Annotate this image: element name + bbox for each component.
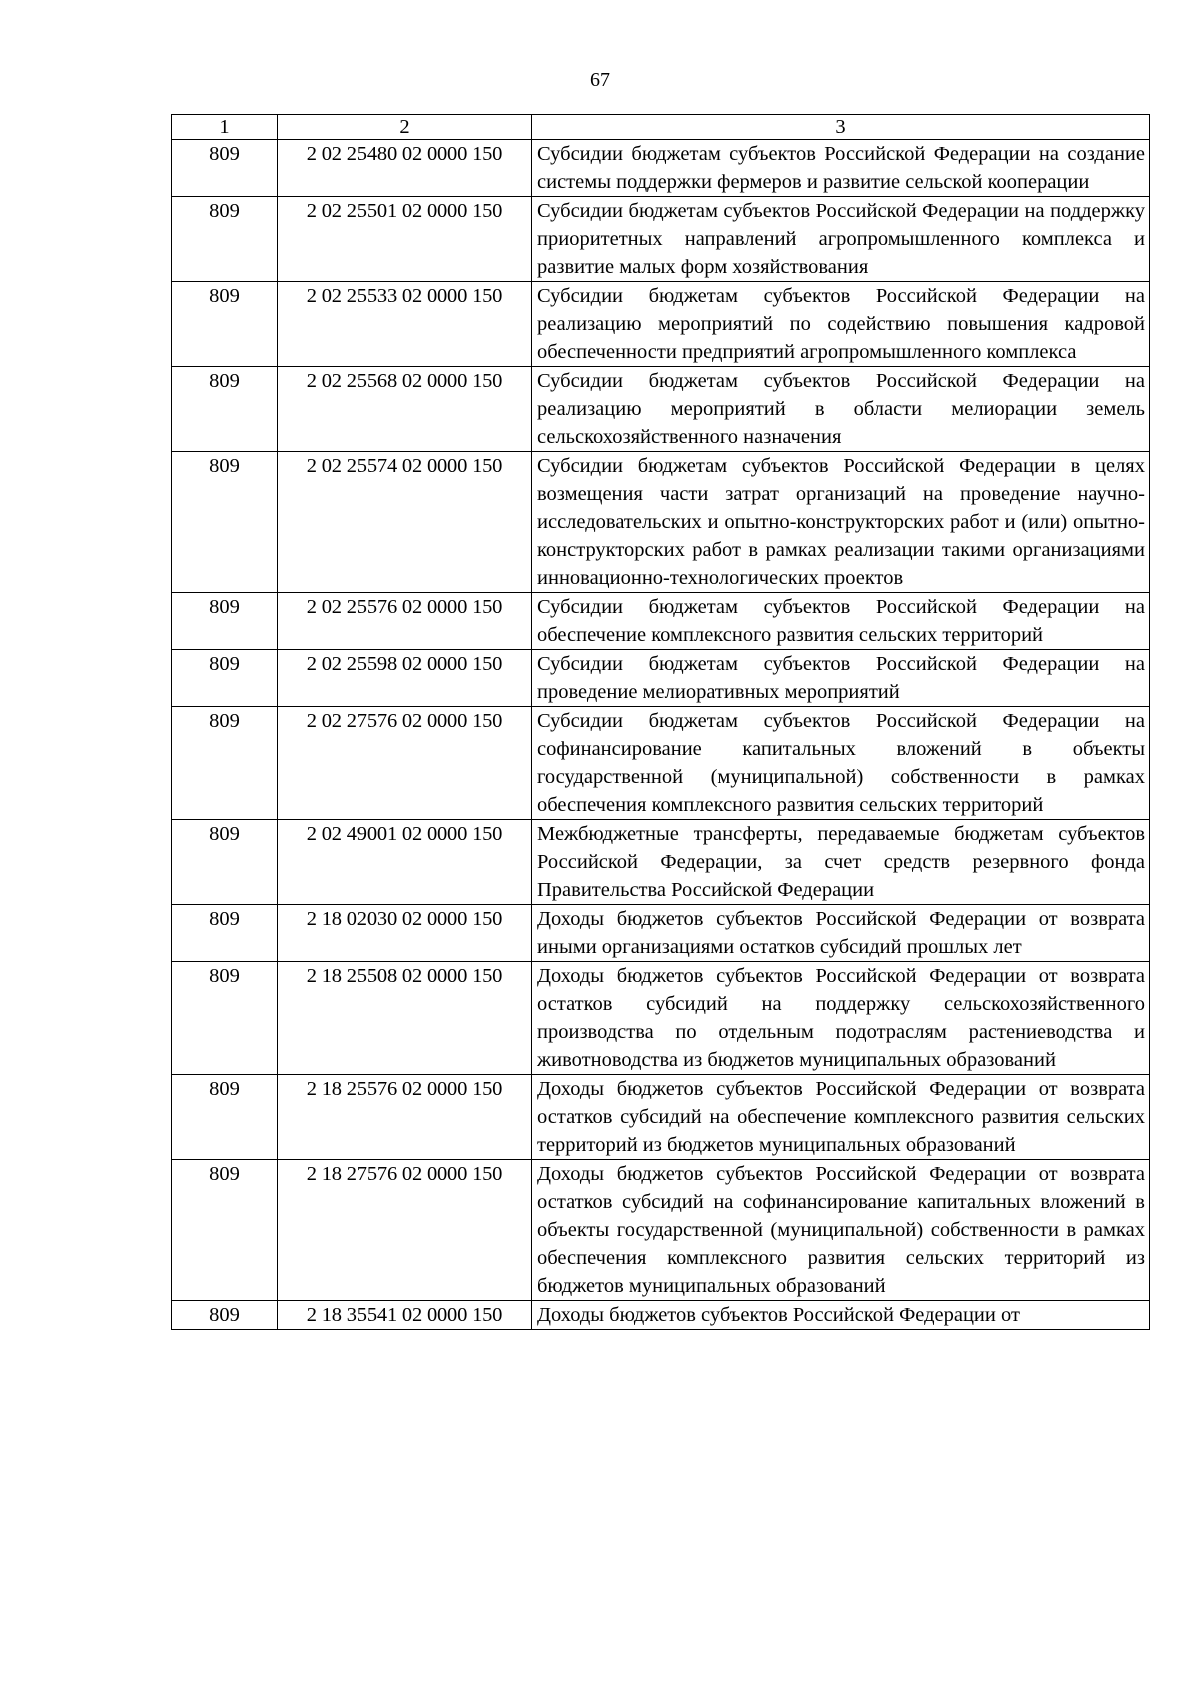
revenue-code-cell: 2 02 25533 02 0000 150 bbox=[278, 282, 532, 367]
revenue-name-cell: Доходы бюджетов субъектов Российской Федерации от возврата остатков субсидий на поддержку сельскохозяйственного производства по отдельным подотраслям растениеводства и животноводства из бюджетов муниципальных образований bbox=[532, 962, 1150, 1075]
revenue-code-cell: 2 02 27576 02 0000 150 bbox=[278, 707, 532, 820]
revenue-code-cell: 2 02 25568 02 0000 150 bbox=[278, 367, 532, 452]
revenue-name-cell: Субсидии бюджетам субъектов Российской Федерации на обеспечение комплексного развития сельских территорий bbox=[532, 593, 1150, 650]
admin-code-cell: 809 bbox=[172, 1160, 278, 1301]
revenue-code-cell: 2 18 25508 02 0000 150 bbox=[278, 962, 532, 1075]
revenue-code-cell: 2 02 25576 02 0000 150 bbox=[278, 593, 532, 650]
header-cell-2: 2 bbox=[278, 115, 532, 140]
revenue-codes-table bbox=[171, 114, 1150, 1330]
table-row bbox=[172, 820, 1150, 905]
revenue-name-cell: Субсидии бюджетам субъектов Российской Федерации на создание системы поддержки фермеров и развитие сельской кооперации bbox=[532, 140, 1150, 197]
table-row bbox=[172, 197, 1150, 282]
revenue-name-cell: Субсидии бюджетам субъектов Российской Федерации на реализацию мероприятий по содействию повышения кадровой обеспеченности предприятий агропромышленного комплекса bbox=[532, 282, 1150, 367]
admin-code-cell: 809 bbox=[172, 707, 278, 820]
revenue-name-cell: Доходы бюджетов субъектов Российской Федерации от возврата остатков субсидий на софинансирование капитальных вложений в объекты государственной (муниципальной) собственности в рамках обеспечения комплексного развития сельских территорий из бюджетов муниципальных образований bbox=[532, 1160, 1150, 1301]
revenue-code-cell: 2 18 35541 02 0000 150 bbox=[278, 1301, 532, 1330]
revenue-name-cell: Субсидии бюджетам субъектов Российской Федерации на софинансирование капитальных вложений в объекты государственной (муниципальной) собственности в рамках обеспечения комплексного развития сельских территорий bbox=[532, 707, 1150, 820]
revenue-name-cell: Субсидии бюджетам субъектов Российской Федерации на реализацию мероприятий в области мелиорации земель сельскохозяйственного назначения bbox=[532, 367, 1150, 452]
admin-code-cell: 809 bbox=[172, 820, 278, 905]
admin-code-cell: 809 bbox=[172, 197, 278, 282]
admin-code-cell: 809 bbox=[172, 140, 278, 197]
admin-code-cell: 809 bbox=[172, 1301, 278, 1330]
revenue-name-cell: Доходы бюджетов субъектов Российской Федерации от возврата остатков субсидий на обеспечение комплексного развития сельских территорий из бюджетов муниципальных образований bbox=[532, 1075, 1150, 1160]
revenue-code-cell: 2 02 25480 02 0000 150 bbox=[278, 140, 532, 197]
table-header-row bbox=[172, 115, 1150, 140]
revenue-name-cell: Межбюджетные трансферты, передаваемые бюджетам субъектов Российской Федерации, за счет средств резервного фонда Правительства Российской Федерации bbox=[532, 820, 1150, 905]
revenue-name-cell: Доходы бюджетов субъектов Российской Федерации от возврата иными организациями остатков субсидий прошлых лет bbox=[532, 905, 1150, 962]
admin-code-cell: 809 bbox=[172, 282, 278, 367]
table-row bbox=[172, 1160, 1150, 1301]
page-number: 67 bbox=[590, 69, 610, 91]
table-row bbox=[172, 593, 1150, 650]
table-row bbox=[172, 905, 1150, 962]
revenue-code-cell: 2 02 25501 02 0000 150 bbox=[278, 197, 532, 282]
revenue-code-cell: 2 02 25598 02 0000 150 bbox=[278, 650, 532, 707]
revenue-code-cell: 2 18 02030 02 0000 150 bbox=[278, 905, 532, 962]
table-row bbox=[172, 140, 1150, 197]
revenue-code-cell: 2 18 27576 02 0000 150 bbox=[278, 1160, 532, 1301]
header-cell-3: 3 bbox=[532, 115, 1150, 140]
table-row bbox=[172, 452, 1150, 593]
header-cell-1: 1 bbox=[172, 115, 278, 140]
admin-code-cell: 809 bbox=[172, 367, 278, 452]
table-row bbox=[172, 1075, 1150, 1160]
admin-code-cell: 809 bbox=[172, 905, 278, 962]
table-row bbox=[172, 707, 1150, 820]
revenue-code-cell: 2 18 25576 02 0000 150 bbox=[278, 1075, 532, 1160]
admin-code-cell: 809 bbox=[172, 650, 278, 707]
revenue-name-cell: Субсидии бюджетам субъектов Российской Федерации в целях возмещения части затрат организаций на проведение научно-исследовательских и опытно-конструкторских работ и (или) опытно-конструкторских работ в рамках реализации такими организациями инновационно-технологических проектов bbox=[532, 452, 1150, 593]
revenue-code-cell: 2 02 25574 02 0000 150 bbox=[278, 452, 532, 593]
revenue-name-cell: Субсидии бюджетам субъектов Российской Федерации на проведение мелиоративных мероприятий bbox=[532, 650, 1150, 707]
table-row bbox=[172, 1301, 1150, 1330]
table-row bbox=[172, 282, 1150, 367]
revenue-name-cell: Субсидии бюджетам субъектов Российской Федерации на поддержку приоритетных направлений агропромышленного комплекса и развитие малых форм хозяйствования bbox=[532, 197, 1150, 282]
admin-code-cell: 809 bbox=[172, 452, 278, 593]
table-body bbox=[172, 115, 1150, 1330]
table-row bbox=[172, 367, 1150, 452]
revenue-code-cell: 2 02 49001 02 0000 150 bbox=[278, 820, 532, 905]
table-row bbox=[172, 962, 1150, 1075]
table-row bbox=[172, 650, 1150, 707]
admin-code-cell: 809 bbox=[172, 1075, 278, 1160]
admin-code-cell: 809 bbox=[172, 962, 278, 1075]
admin-code-cell: 809 bbox=[172, 593, 278, 650]
revenue-name-cell: Доходы бюджетов субъектов Российской Федерации от bbox=[532, 1301, 1150, 1330]
